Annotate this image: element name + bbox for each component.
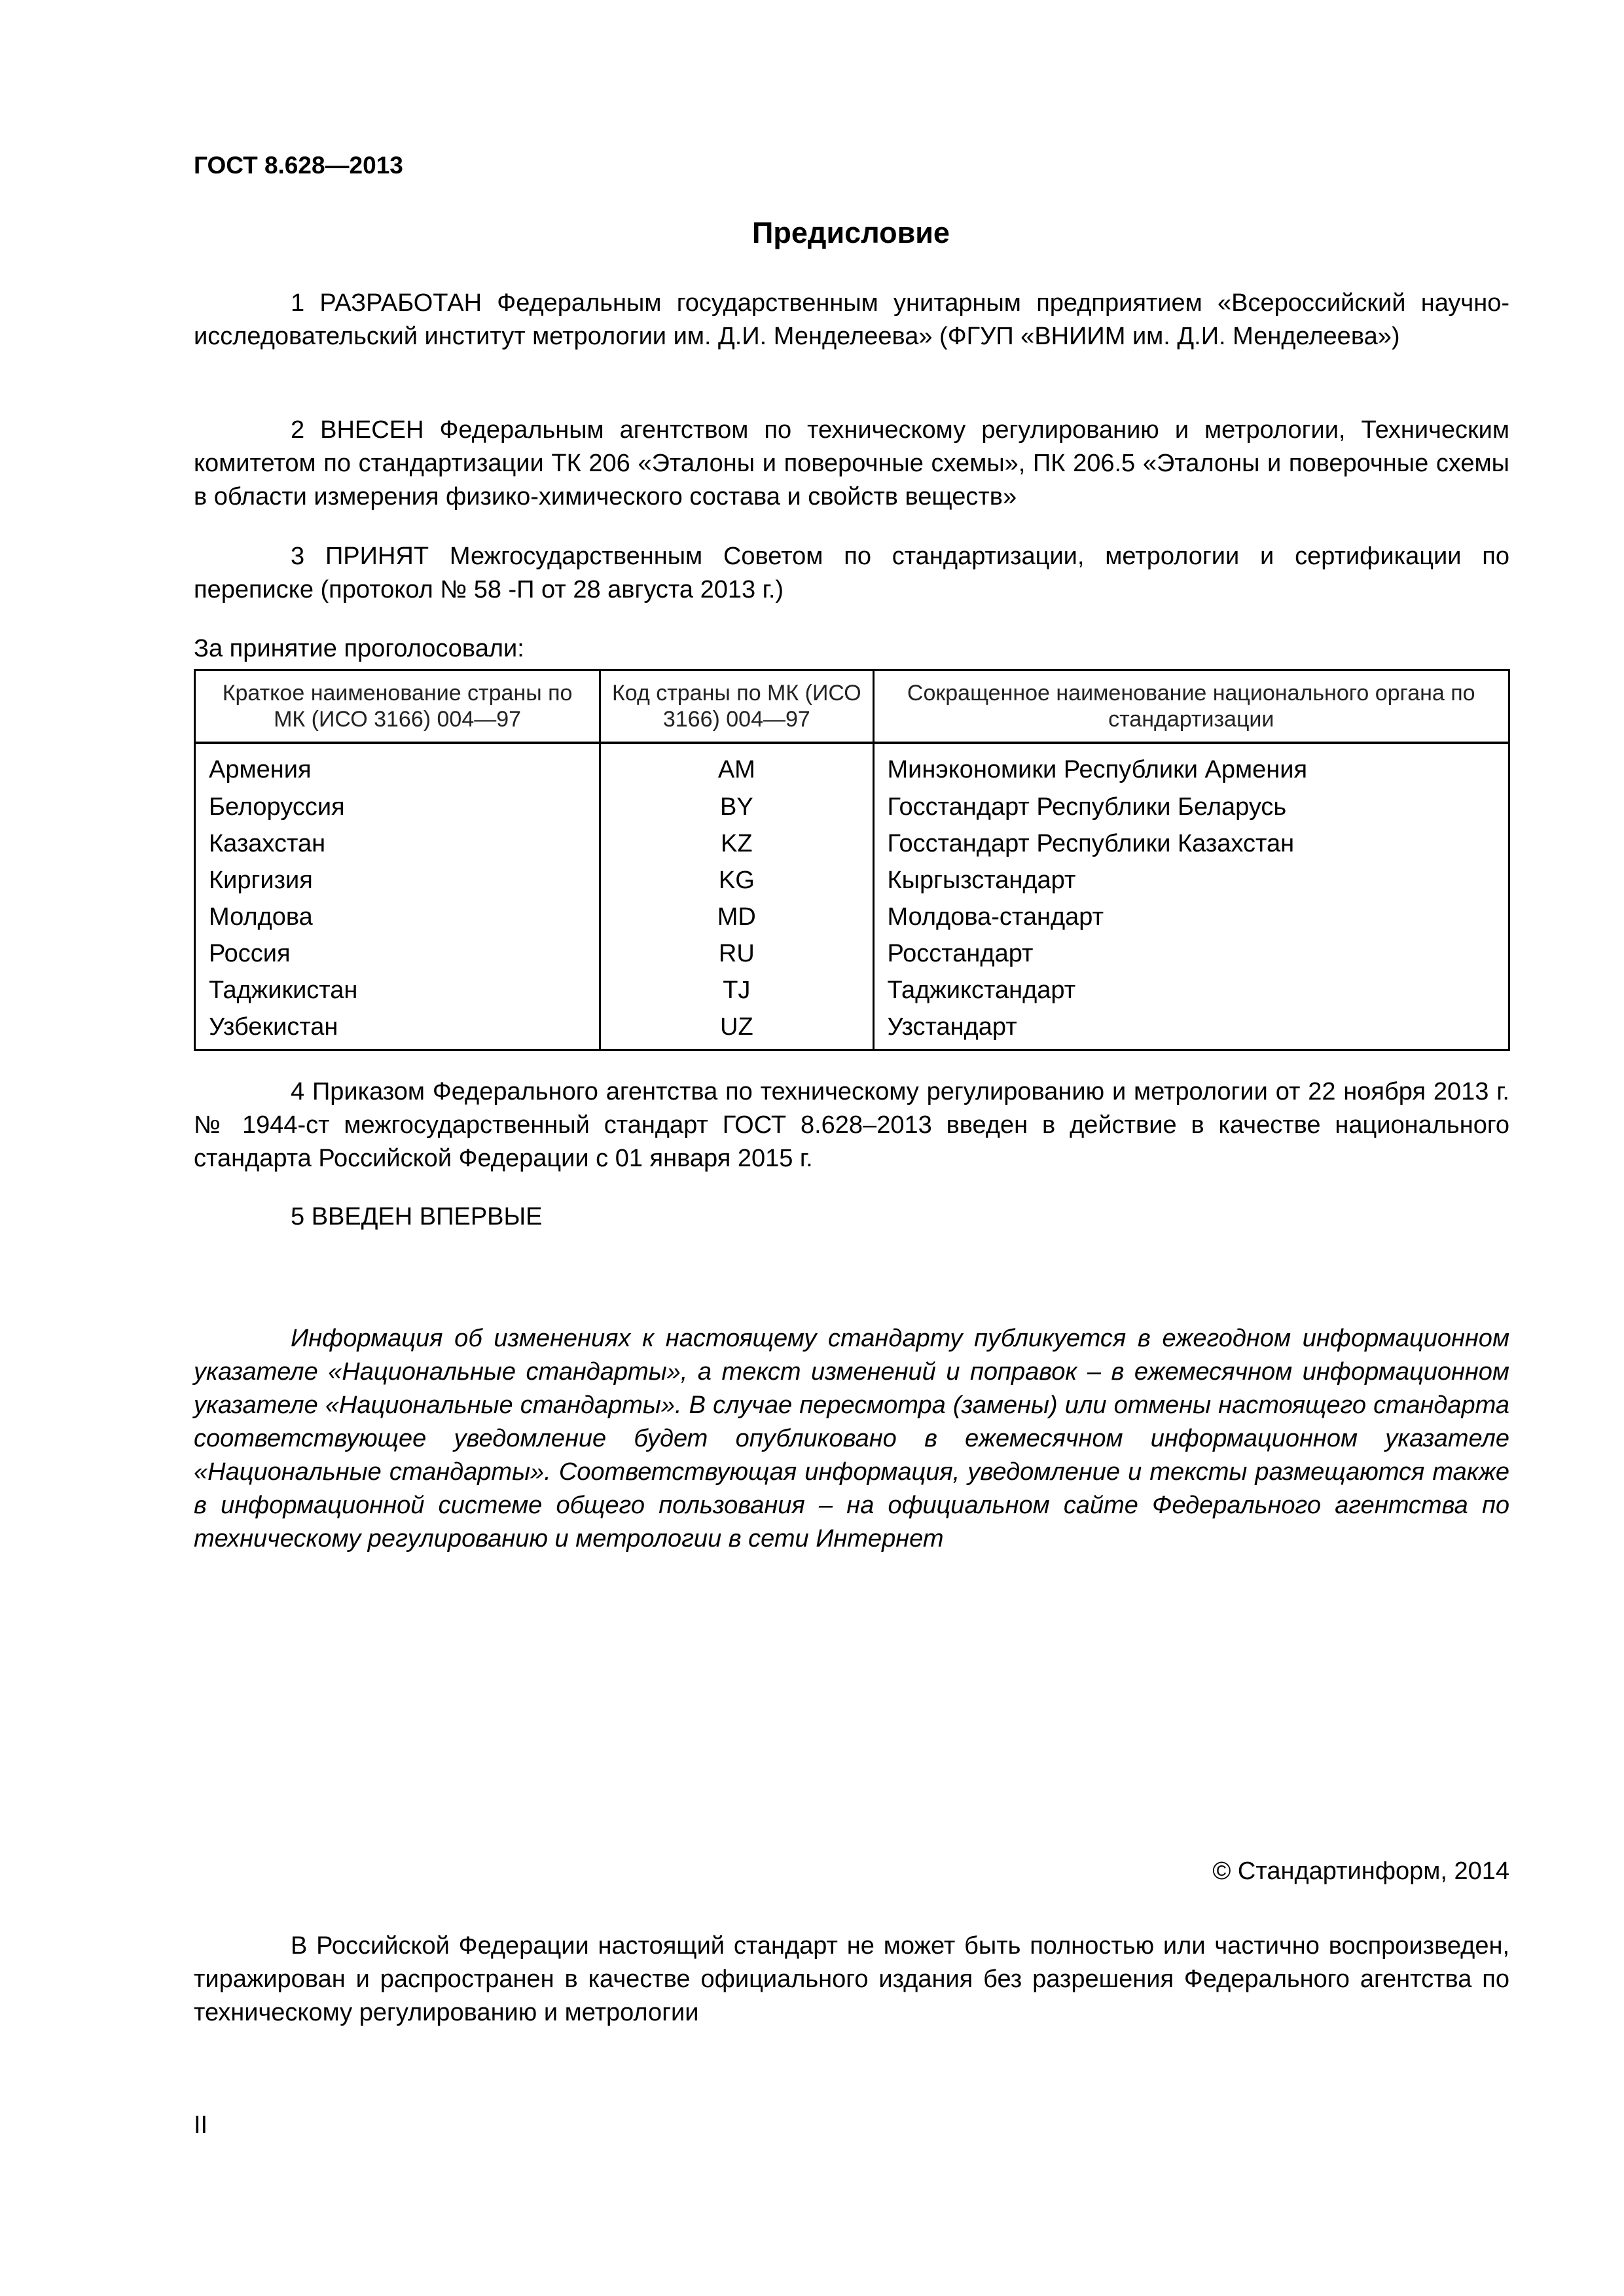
item-1-developed [194,287,1509,353]
country-cell: Россия [195,935,600,972]
amendments-notice-text: Информация об изменениях к настоящему стандарту публикуется в ежегодном информационном указателе «Национальные стандарты», а текст изменений и поправок – в ежемесячном информационном указателе «Национальные стандарты». В случае пересмотра (замены) или отмены настоящего стандарта соответствующее уведомление будет опубликовано в ежемесячном информационном указателе «Национальные стандарты». Соответствующая информация, уведомление и тексты размещаются также в информационной системе общего пользования – на официальном сайте Федерального агентства по техническому регулированию и метрологии в сети Интернет [194,1325,1509,1552]
reproduction-restriction [194,1929,1509,2030]
table-row [195,972,1509,1009]
item-2-text: 2 ВНЕСЕН Федеральным агентством по техническому регулированию и метрологии, Техническим комитетом по стандартизации ТК 206 «Эталоны и поверочные схемы», ПК 206.5 «Эталоны и поверочные схемы в области измерения физико-химического состава и свойств веществ» [194,416,1509,511]
item-5-text: 5 ВВЕДЕН ВПЕРВЫЕ [291,1203,543,1230]
item-1-text: 1 РАЗРАБОТАН Федеральным государственным унитарным предприятием «Всероссийский научно-исследовательский институт метрологии им. Д.И. Менделеева» (ФГУП «ВНИИМ им. Д.И. Менделеева») [194,289,1509,350]
header-country-code: Код страны по МК (ИСО 3166) 004—97 [600,670,873,744]
body-cell: Госстандарт Республики Казахстан [873,825,1509,862]
votes-table-header-row [195,670,1509,744]
document-code-header: ГОСТ 8.628—2013 [194,152,403,179]
table-row [195,1009,1509,1050]
body-cell: Кыргызстандарт [873,862,1509,899]
item-3-text: 3 ПРИНЯТ Межгосударственным Советом по стандартизации, метрологии и сертификации по переписке (протокол № 58 -П от 28 августа 2013 г.) [194,543,1509,603]
header-country-name: Краткое наименование страны по МК (ИСО 3166) 004—97 [195,670,600,744]
table-row [195,789,1509,825]
body-cell: Таджикстандарт [873,972,1509,1009]
page-title: Предисловие [752,216,950,249]
code-cell: KG [600,862,873,899]
copyright-line: © Стандартинформ, 2014 [1212,1857,1509,1885]
country-cell: Армения [195,743,600,789]
header-standards-body: Сокращенное наименование национального органа по стандартизации [873,670,1509,744]
body-cell: Госстандарт Республики Беларусь [873,789,1509,825]
country-cell: Киргизия [195,862,600,899]
table-row [195,862,1509,899]
item-5-first-introduced [194,1200,1509,1234]
code-cell: BY [600,789,873,825]
code-cell: RU [600,935,873,972]
amendments-notice [194,1322,1509,1556]
table-row [195,899,1509,935]
item-3-adopted [194,540,1509,607]
code-cell: TJ [600,972,873,1009]
table-row [195,743,1509,789]
body-cell: Росстандарт [873,935,1509,972]
country-cell: Молдова [195,899,600,935]
reproduction-restriction-text: В Российской Федерации настоящий стандарт не может быть полностью или частично воспроизведен, тиражирован и распространен в качестве официального издания без разрешения Федерального агентства по техническому регулированию и метрологии [194,1932,1509,2026]
code-cell: KZ [600,825,873,862]
item-4-text: 4 Приказом Федерального агентства по техническому регулированию и метрологии от 22 ноября 2013 г. № 1944-ст межгосударственный стандарт ГОСТ 8.628–2013 введен в действие в качестве национального стандарта Российской Федерации с 01 января 2015 г. [194,1078,1509,1172]
country-cell: Узбекистан [195,1009,600,1050]
country-cell: Таджикистан [195,972,600,1009]
votes-caption: За принятие проголосовали: [194,635,524,662]
item-2-submitted [194,414,1509,514]
votes-table [194,669,1510,1051]
body-cell: Молдова-стандарт [873,899,1509,935]
code-cell: UZ [600,1009,873,1050]
table-row [195,935,1509,972]
country-cell: Казахстан [195,825,600,862]
country-cell: Белоруссия [195,789,600,825]
item-4-enacted [194,1075,1509,1175]
body-cell: Минэкономики Республики Армения [873,743,1509,789]
table-row [195,825,1509,862]
body-cell: Узстандарт [873,1009,1509,1050]
code-cell: AM [600,743,873,789]
page-number: II [194,2111,208,2139]
code-cell: MD [600,899,873,935]
